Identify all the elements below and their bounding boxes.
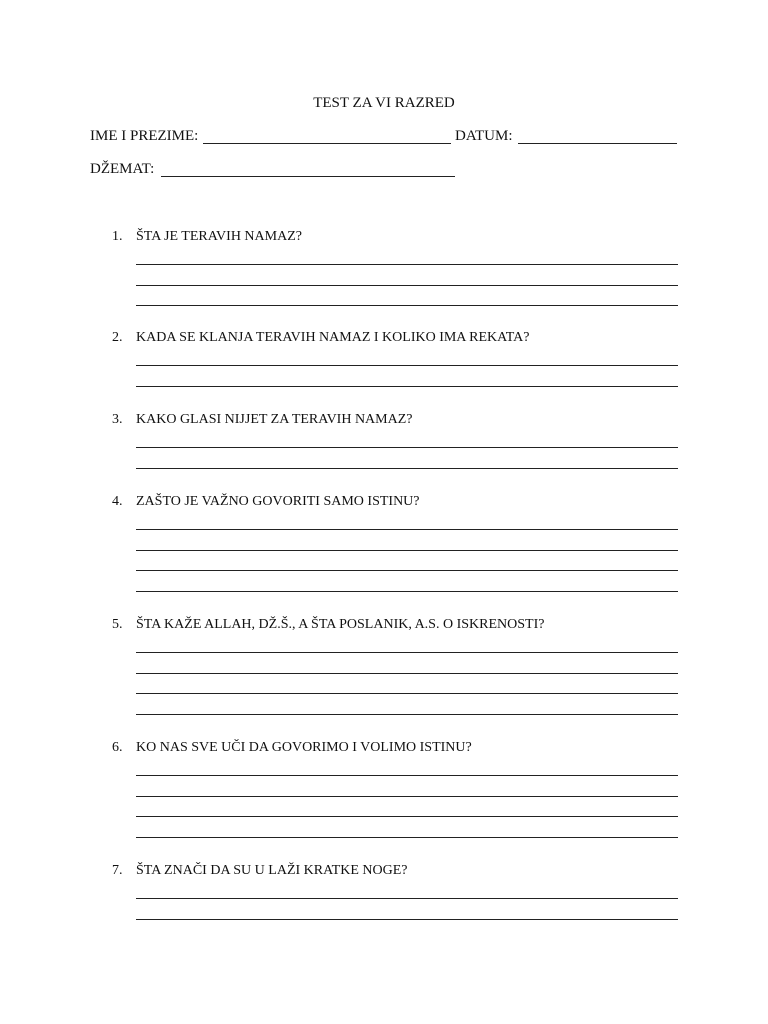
question-text: ŠTA JE TERAVIH NAMAZ? <box>136 229 302 244</box>
answer-line[interactable] <box>136 652 678 653</box>
answer-line[interactable] <box>136 673 678 674</box>
answer-line[interactable] <box>136 898 678 899</box>
answer-line[interactable] <box>136 468 678 469</box>
question-text: ŠTA ZNAČI DA SU U LAŽI KRATKE NOGE? <box>136 863 408 878</box>
question-number: 5. <box>112 617 123 632</box>
answer-line[interactable] <box>136 570 678 571</box>
date-field[interactable] <box>518 143 677 144</box>
answer-line[interactable] <box>136 550 678 551</box>
question-number: 4. <box>112 494 123 509</box>
answer-line[interactable] <box>136 591 678 592</box>
answer-line[interactable] <box>136 919 678 920</box>
answer-line[interactable] <box>136 305 678 306</box>
question-number: 7. <box>112 863 123 878</box>
answer-line[interactable] <box>136 796 678 797</box>
question-text: ZAŠTO JE VAŽNO GOVORITI SAMO ISTINU? <box>136 494 420 509</box>
date-label: DATUM: <box>455 128 513 144</box>
answer-line[interactable] <box>136 837 678 838</box>
question-text: KAKO GLASI NIJJET ZA TERAVIH NAMAZ? <box>136 412 413 427</box>
question-number: 2. <box>112 330 123 345</box>
name-label: IME I PREZIME: <box>90 128 199 144</box>
answer-line[interactable] <box>136 447 678 448</box>
answer-line[interactable] <box>136 285 678 286</box>
answer-line[interactable] <box>136 529 678 530</box>
answer-line[interactable] <box>136 264 678 265</box>
answer-line[interactable] <box>136 714 678 715</box>
name-field[interactable] <box>203 143 451 144</box>
answer-line[interactable] <box>136 775 678 776</box>
question-text: KADA SE KLANJA TERAVIH NAMAZ I KOLIKO IMA REKATA? <box>136 330 530 345</box>
answer-line[interactable] <box>136 816 678 817</box>
question-number: 3. <box>112 412 123 427</box>
answer-line[interactable] <box>136 386 678 387</box>
answer-line[interactable] <box>136 365 678 366</box>
answer-line[interactable] <box>136 693 678 694</box>
test-title: TEST ZA VI RAZRED <box>313 95 455 111</box>
question-number: 6. <box>112 740 123 755</box>
dzemat-field[interactable] <box>161 176 455 177</box>
question-text: ŠTA KAŽE ALLAH, DŽ.Š., A ŠTA POSLANIK, A.S. O ISKRENOSTI? <box>136 617 545 632</box>
question-text: KO NAS SVE UČI DA GOVORIMO I VOLIMO ISTINU? <box>136 740 472 755</box>
question-number: 1. <box>112 229 123 244</box>
dzemat-label: DŽEMAT: <box>90 161 155 177</box>
